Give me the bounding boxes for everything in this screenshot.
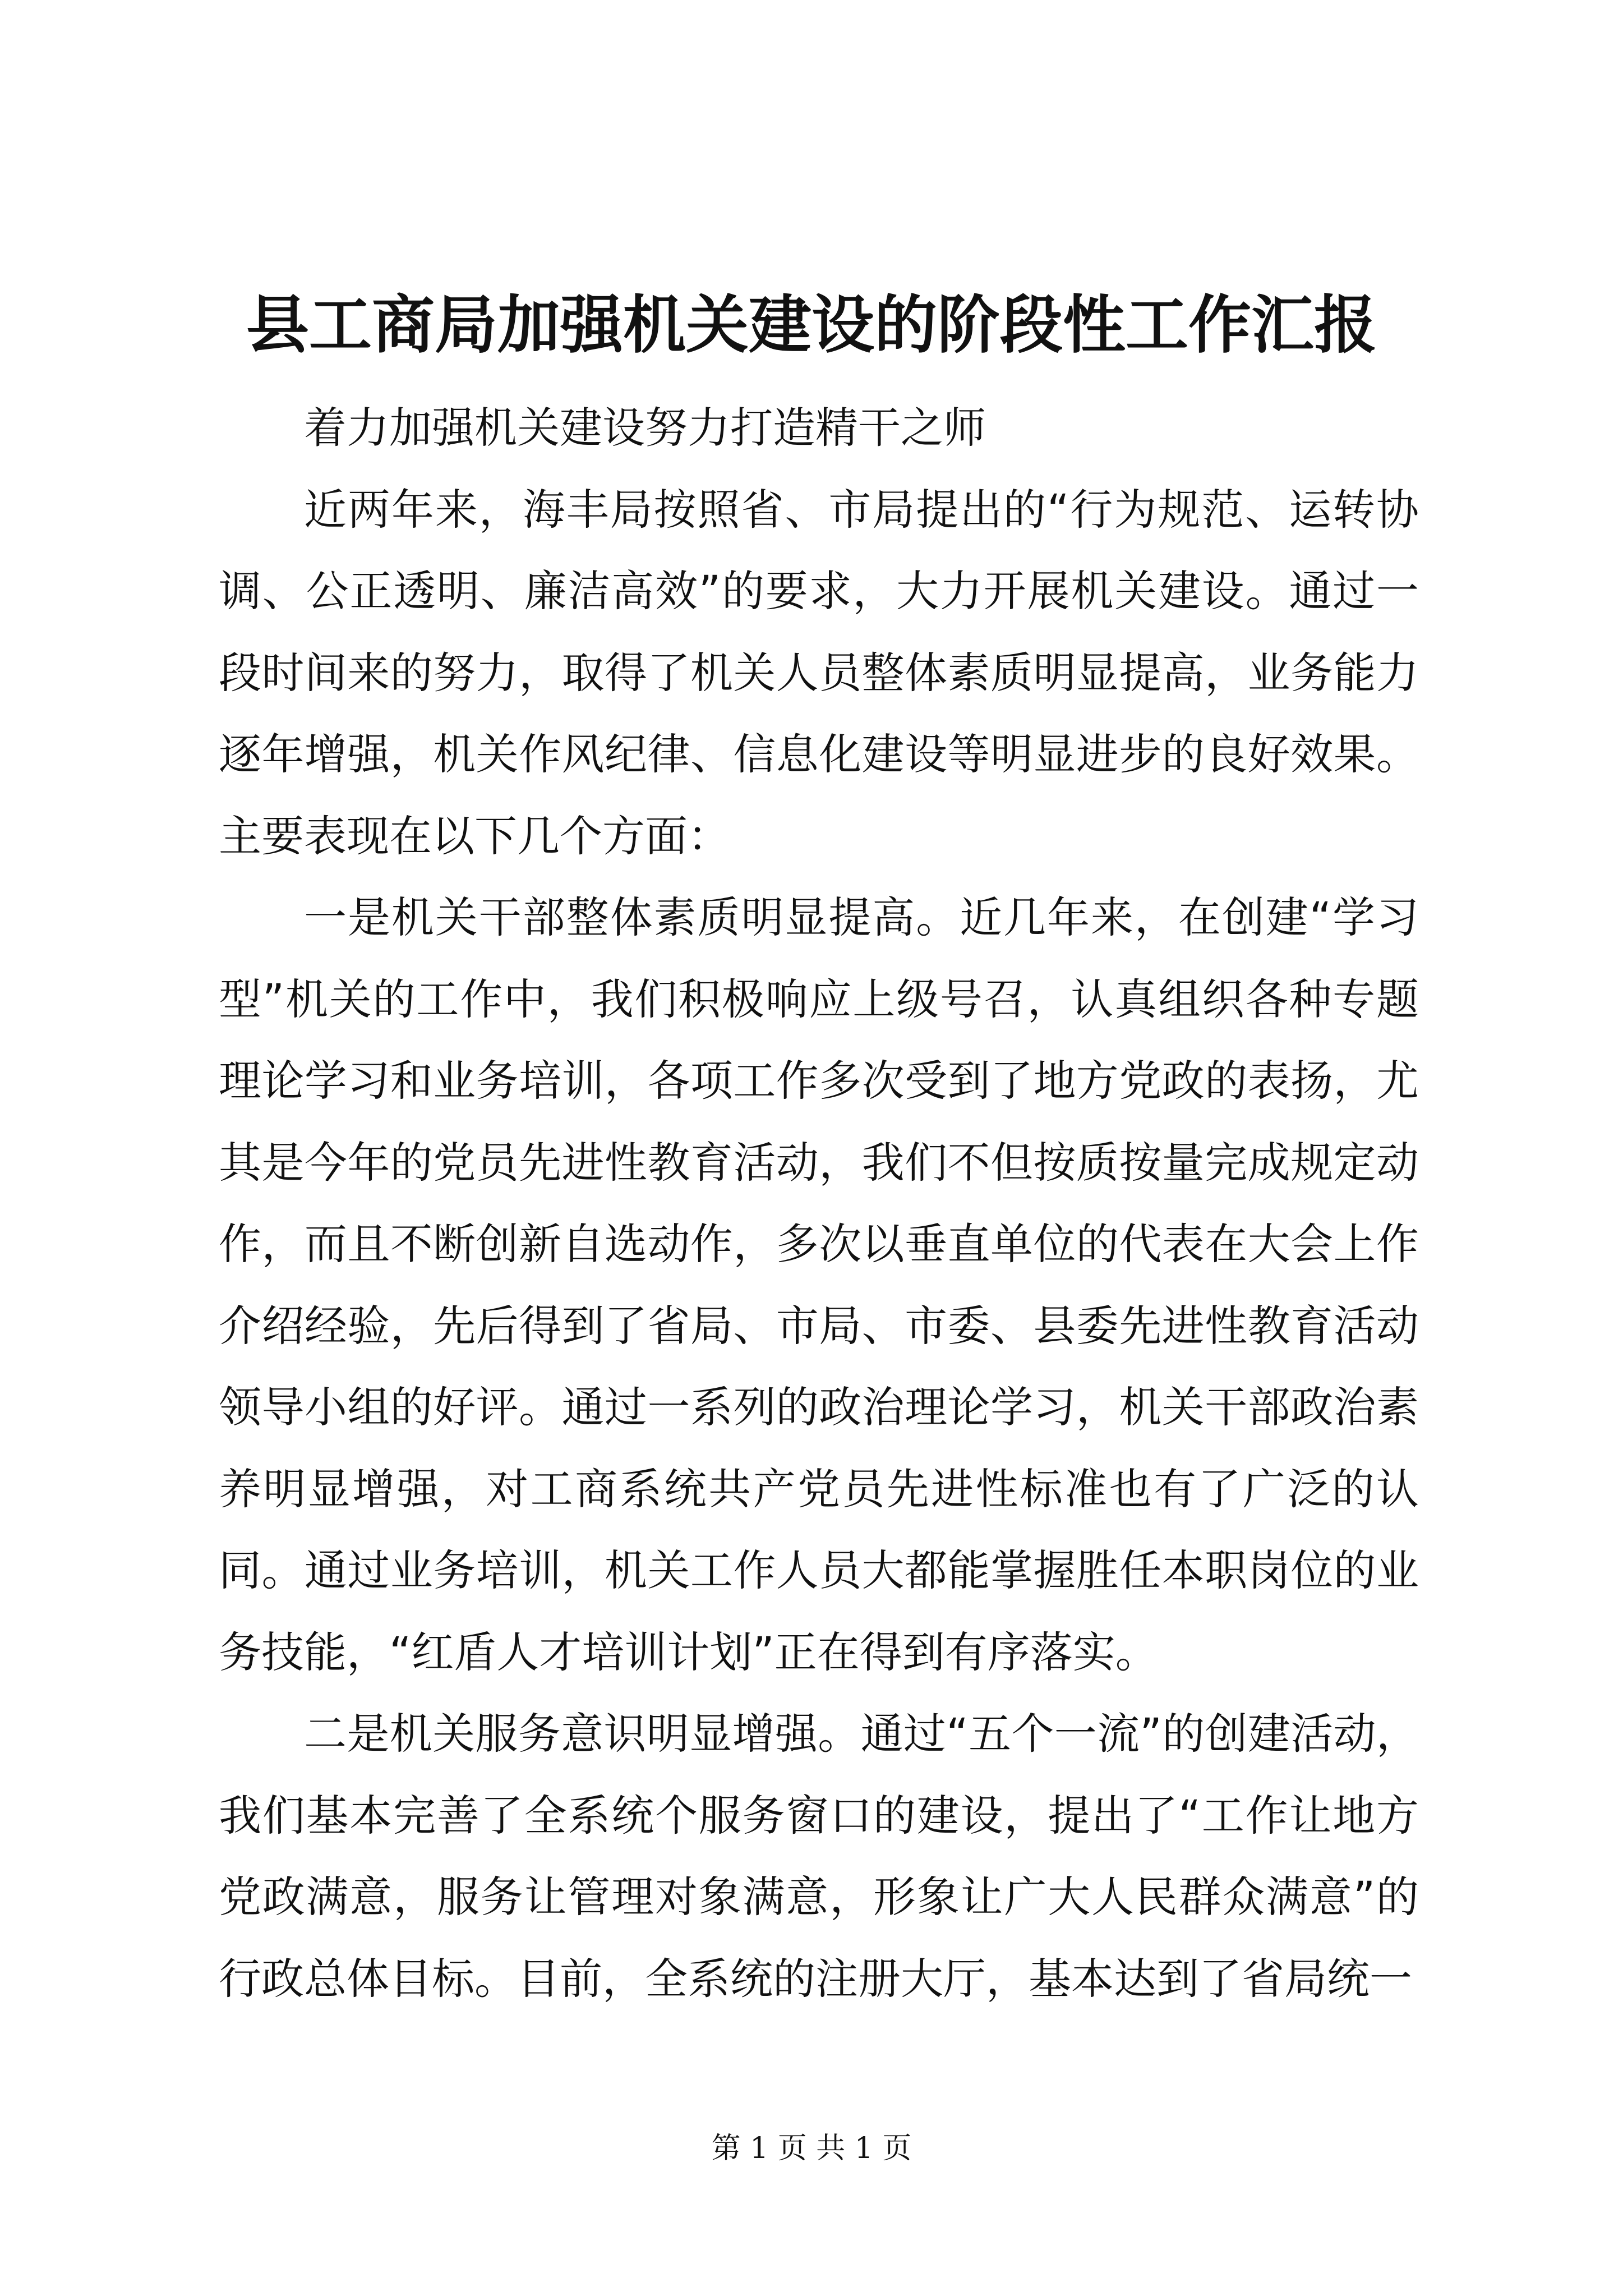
body-paragraph-first-point: 一是机关干部整体素质明显提高。近几年来，在创建“学习型”机关的工作中，我们积极响应上级号召，认真组织各种专题理论学习和业务培训，各项工作多次受到了地方党政的表扬，尤其是今年的党员先进性教育活动，我们不但按质按量完成规定动作，而且不断创新自选动作，多次以垂直单位的代表在大会上作介绍经验，先后得到了省局、市局、市委、县委先进性教育活动领导小组的好评。通过一系列的政治理论学习，机关干部政治素养明显增强，对工商系统共产党员先进性标准也有了广泛的认同。通过业务培训，机关工作人员大都能掌握胜任本职岗位的业务技能，“红盾人才培训计划”正在得到有序落实。 <box>219 892 1419 1677</box>
body-paragraph-intro: 近两年来，海丰局按照省、市局提出的“行为规范、运转协调、公正透明、廉洁高效”的要求，大力开展机关建设。通过一段时间来的努力，取得了机关人员整体素质明显提高，业务能力逐年增强，机关作风纪律、信息化建设等明显进步的良好效果。主要表现在以下几个方面： <box>219 484 1419 861</box>
document-title: 县工商局加强机关建设的阶段性工作汇报 <box>246 288 1377 362</box>
document-body <box>219 387 1419 2019</box>
subtitle-paragraph: 着力加强机关建设努力打造精干之师 <box>304 403 986 453</box>
body-paragraph-second-point: 二是机关服务意识明显增强。通过“五个一流”的创建活动，我们基本完善了全系统个服务窗口的建设，提出了“工作让地方党政满意，服务让管理对象满意，形象让广大人民群众满意”的行政总体目标。目前，全系统的注册大厅，基本达到了省局统一 <box>219 1709 1419 2004</box>
page-footer: 第 1 页 共 1 页 <box>711 2132 912 2165</box>
